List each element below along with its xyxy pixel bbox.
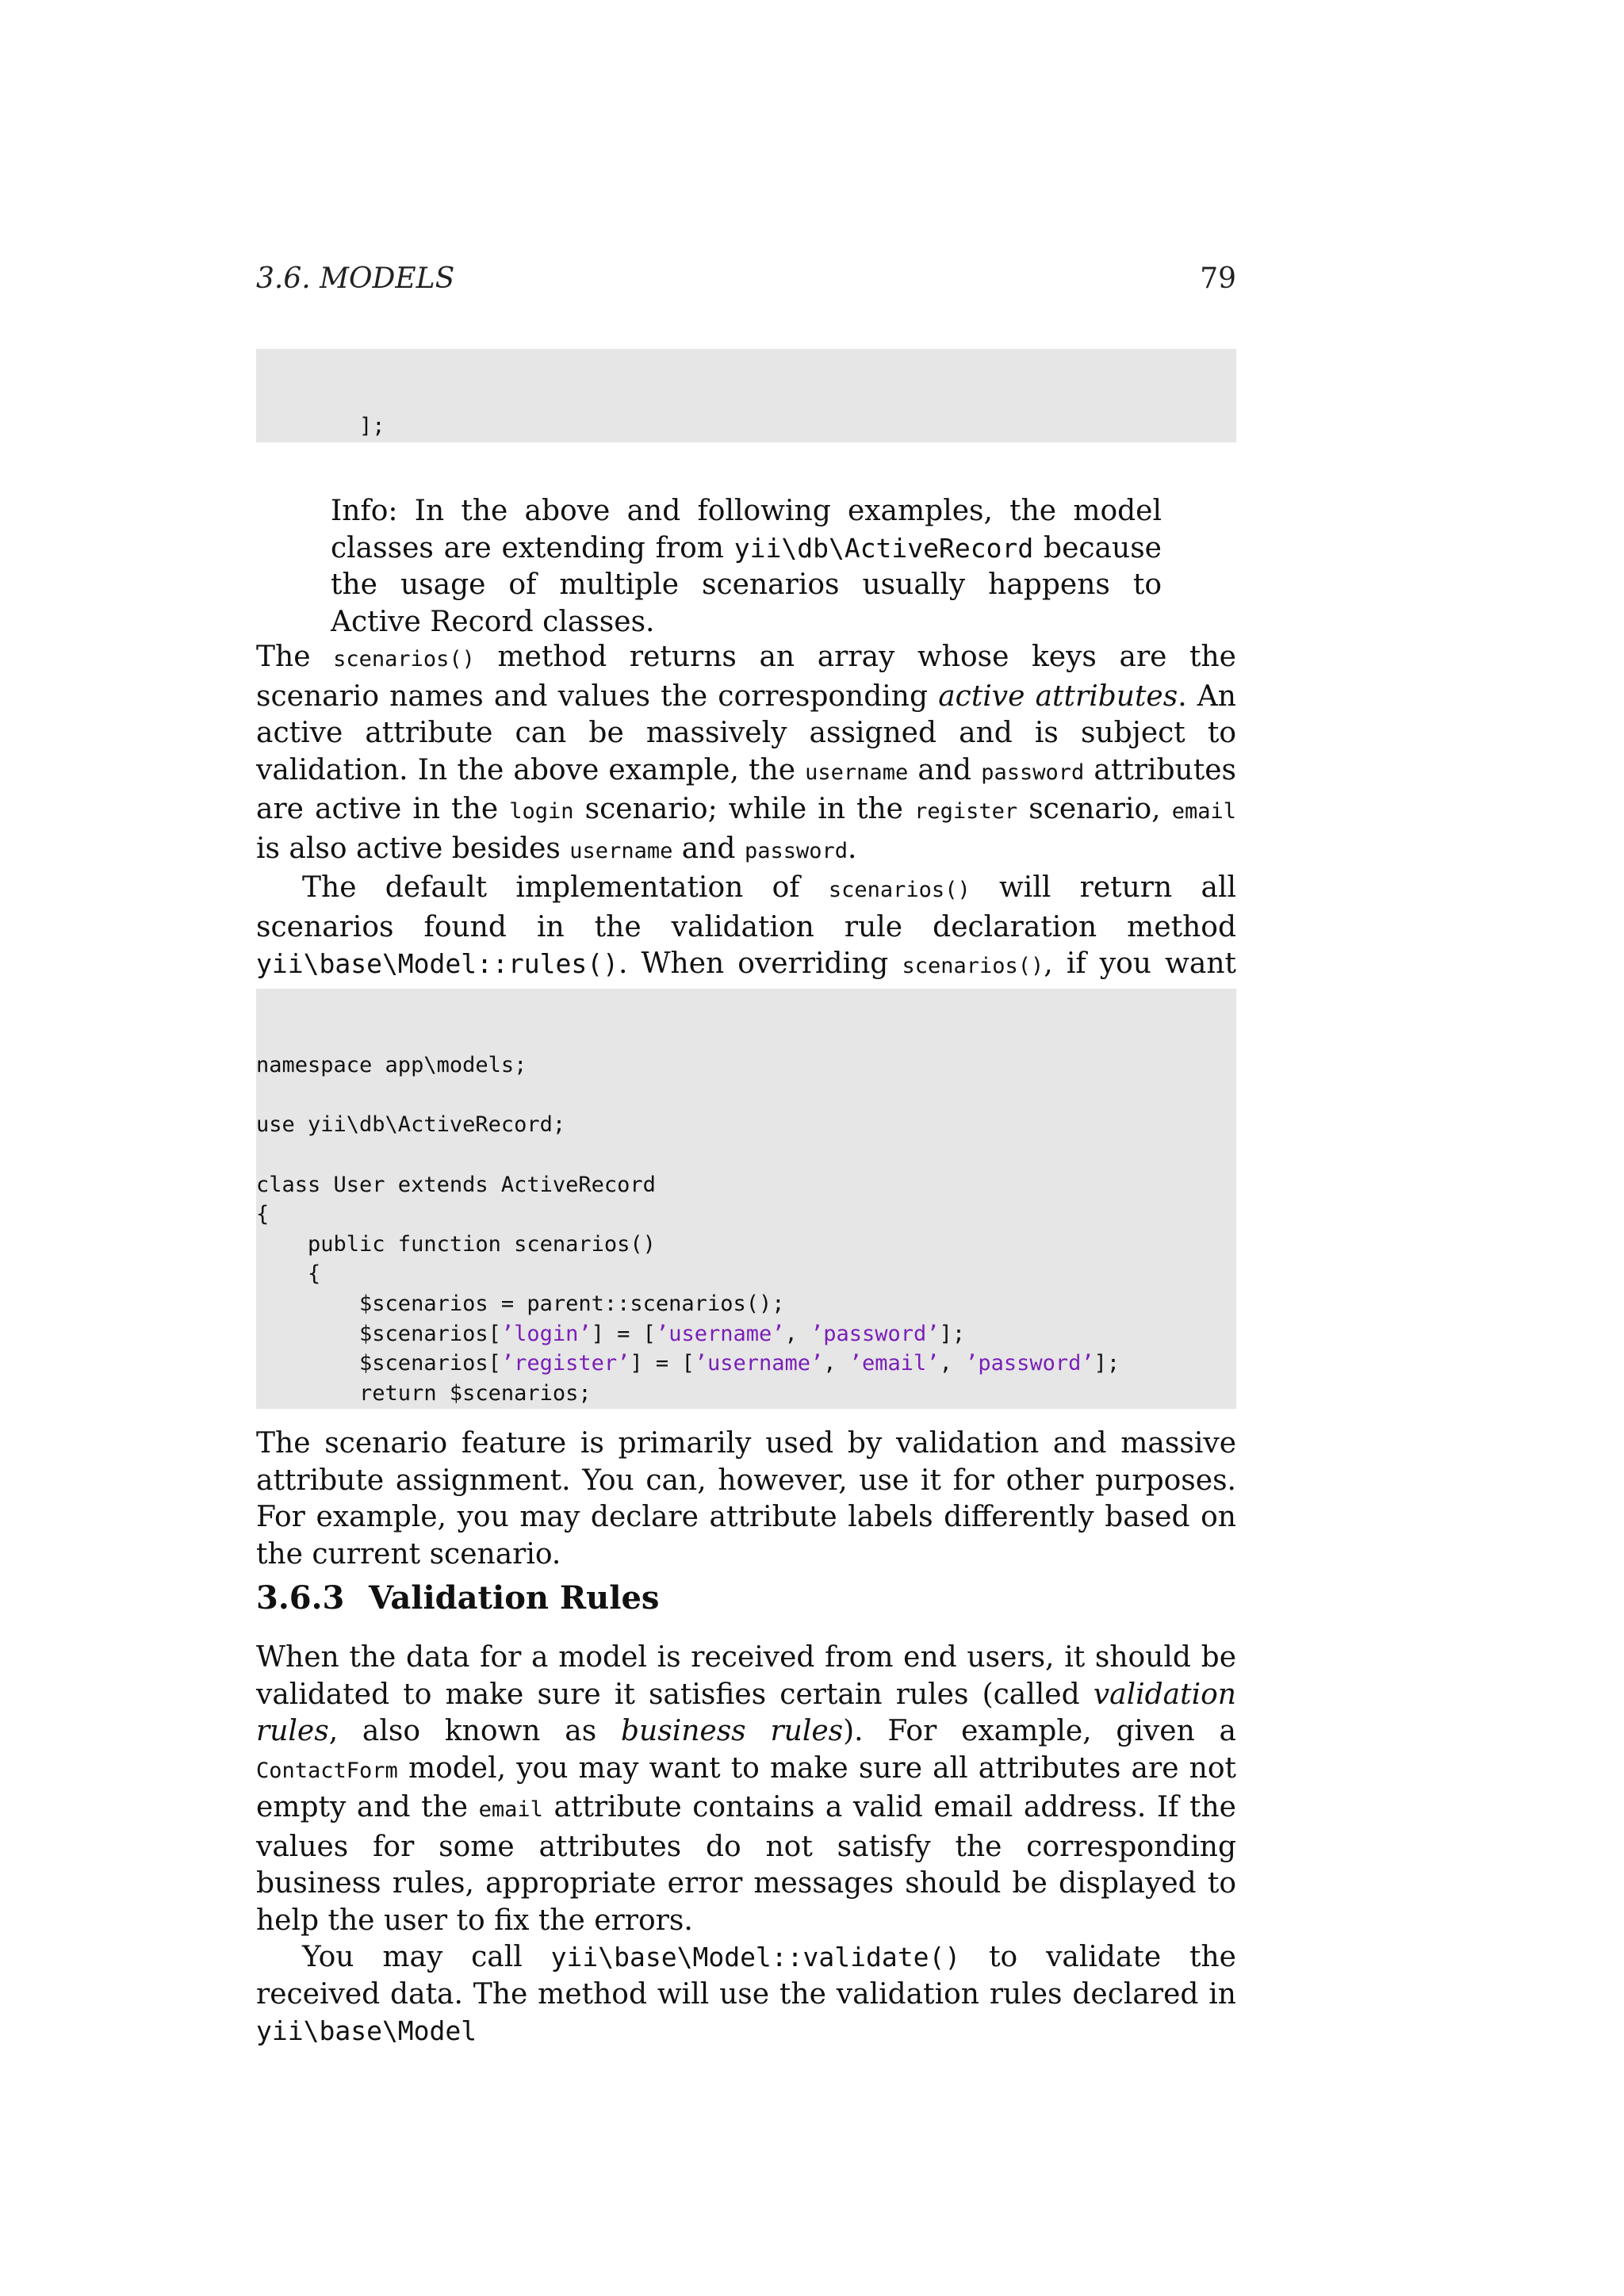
text: . (847, 832, 857, 865)
code-token: ]; (1094, 1351, 1120, 1376)
paragraphs-block-3 (256, 1640, 1236, 2050)
text: The (256, 641, 334, 673)
text: is also active besides (256, 832, 570, 865)
info-text: Info: In the above and following examples, the model classes are extending from (331, 495, 1162, 564)
code-block-scenarios (256, 989, 1236, 1409)
inline-code: email (478, 1797, 543, 1822)
code-line: public function scenarios() (256, 1231, 656, 1257)
text: to validate the received data. The method will use the validation rules declared in (256, 1941, 1236, 2011)
text: attribute contains a valid email address. If the values for some attributes do not satisfy the corresponding business rules, appropriate error messages should be displayed to help the user to fix the errors. (256, 1791, 1236, 1937)
code-token: $scenarios[ (256, 1321, 501, 1346)
text: You may call (302, 1941, 551, 1973)
inline-code: ContactForm (256, 1758, 398, 1783)
paragraph-scenarios (256, 639, 1236, 870)
text: method returns an array whose keys are the scenario names and values the corresponding (256, 641, 1236, 713)
code-token: , (939, 1351, 966, 1376)
code-string: ’register’ (500, 1351, 630, 1376)
paragraph-validation-intro (256, 1640, 1236, 1939)
chapter-title: 3.6. MODELS (256, 262, 455, 295)
paragraph-validate-method (256, 1939, 1236, 2050)
code-line (256, 1349, 1236, 1379)
code-token: ] = [ (591, 1321, 656, 1346)
info-text: because the usage of multiple scenarios usually happens to Active Record classes. (331, 531, 1162, 638)
text: . When overriding (618, 947, 902, 980)
inline-code: password (744, 838, 848, 863)
page-number: 79 (1200, 262, 1236, 295)
inline-code: password (981, 760, 1085, 785)
emphasis: active attributes (938, 679, 1178, 713)
code-string: ’username’ (694, 1351, 824, 1376)
code-line-blank (256, 1140, 1236, 1170)
emphasis: business rules (621, 1715, 844, 1747)
code-string: ’email’ (848, 1351, 940, 1376)
code-string: ’password’ (810, 1321, 940, 1346)
section-heading (256, 1578, 1236, 1619)
text: The default implementation of (302, 871, 829, 904)
code-token: ] = [ (630, 1351, 695, 1376)
text: , also known as (328, 1715, 621, 1747)
code-token: $scenarios[ (256, 1351, 501, 1376)
running-header (256, 260, 1236, 298)
code-token: ]; (939, 1321, 966, 1346)
code-line-blank (256, 1081, 1236, 1111)
inline-code: scenarios() (333, 647, 475, 672)
code-line (256, 1319, 1236, 1349)
code-line (256, 1408, 1236, 1409)
text: When the data for a model is received from end users, it should be validated to make sure it satisfies certain rules (called (256, 1641, 1236, 1711)
code-block-top (256, 349, 1236, 442)
inline-code: scenarios() (902, 954, 1044, 978)
code-line: use yii\db\ActiveRecord; (256, 1112, 566, 1138)
inline-code: login (509, 799, 574, 824)
text: and (908, 753, 982, 786)
code-string: ’password’ (965, 1351, 1094, 1376)
code-string: ’username’ (655, 1321, 785, 1346)
text: and (672, 832, 745, 865)
text: scenario; while in the (573, 793, 915, 825)
info-note (331, 493, 1162, 641)
text: attributes are active in the (256, 753, 1236, 825)
section-title: Validation Rules (369, 1579, 660, 1617)
code-token: , (784, 1321, 811, 1346)
inline-code: yii\db\ActiveRecord (733, 532, 1034, 564)
paragraph-scenario-feature: The scenario feature is primarily used by validation and massive attribute assignment. You can, however, use it for other purposes. For example, you may declare attribute labels differently based on the current scenario. (256, 1427, 1236, 1571)
text: , if you want (1044, 947, 1236, 980)
text: model, you may want to make sure all attributes are not empty and the (256, 1751, 1236, 1823)
section-number: 3.6.3 (256, 1579, 345, 1617)
inline-code: register (914, 799, 1018, 824)
code-line: ]; (256, 414, 385, 439)
code-string: ’login’ (500, 1321, 592, 1346)
code-line: namespace app\models; (256, 1053, 527, 1078)
inline-code: yii\base\Model::rules() (256, 948, 619, 979)
code-line: return $scenarios; (256, 1380, 592, 1406)
code-line: class User extends ActiveRecord (256, 1172, 656, 1197)
inline-code: scenarios() (828, 878, 971, 902)
inline-code: email (1171, 799, 1236, 824)
inline-code: username (805, 760, 909, 785)
text: will return all scenarios found in the validation rule declaration method (256, 871, 1236, 943)
paragraphs-block-2 (256, 1425, 1236, 1573)
inline-code: username (569, 838, 673, 863)
text: . An active attribute can be massively assigned and is subject to validation. In the above example, the (256, 679, 1236, 786)
code-token: , (823, 1351, 849, 1376)
text: ). For example, given a (843, 1715, 1237, 1747)
code-line: $scenarios = parent::scenarios(); (256, 1291, 785, 1316)
emphasis: validation rules (256, 1678, 1236, 1747)
inline-code: yii\base\Model (256, 2015, 477, 2046)
text: scenario, (1017, 793, 1172, 825)
code-line: { (256, 1202, 270, 1227)
code-line: { (256, 1261, 321, 1287)
inline-code: yii\base\Model::validate() (550, 1942, 961, 1973)
